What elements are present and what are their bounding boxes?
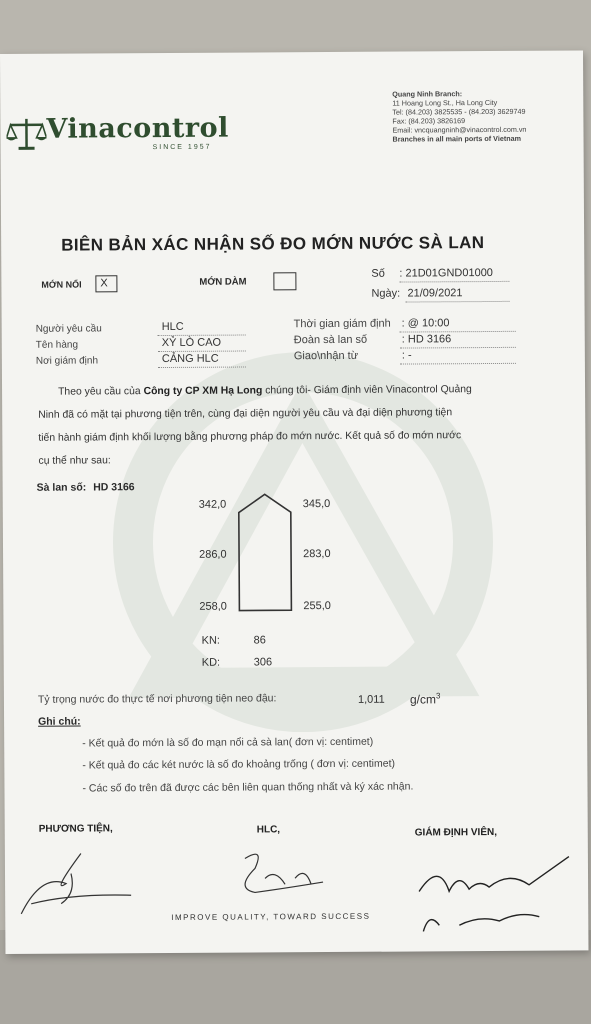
draft-left-mid: 286,0 [199,548,227,561]
note-item-2: - Kết quả đo các két nước là số đo khoảng trống ( đơn vị: centimet) [82,757,396,772]
intro-paragraph [38,378,472,473]
kd-value: 306 [253,656,273,669]
document-title: BIÊN BẢN XÁC NHẬN SỐ ĐO MỚN NƯỚC SÀ LAN [61,233,485,255]
note-item-3: - Các số đo trên đã được các bên liên quan thống nhất và ký xác nhận. [82,780,414,795]
delivery-label: Giao\nhận từ [293,349,359,363]
notes-title: Ghi chú: [38,715,81,728]
barge-diagram [235,492,296,612]
survey-time-value: : @ 10:00 [401,317,450,330]
mon-noi-mark: X [100,277,108,290]
doc-number-label: Số [371,267,385,280]
branch-name: Quang Ninh Branch: [392,89,463,99]
survey-time-label: Thời gian giám định [293,317,391,331]
signature-surveyor-icon [409,850,580,941]
kn-value: 86 [253,634,266,647]
barge-label [37,481,135,494]
branch-ports: Branches in all main ports of Vietnam [392,133,522,144]
density-unit-text: g/cm [409,692,437,707]
draft-left-aft: 258,0 [199,600,227,613]
barge-group-value: : HD 3166 [401,333,452,346]
place-value: CẢNG HLC [161,352,219,366]
requester-value: HLC [161,320,184,334]
para-line-1-post: chúng tôi- Giám định viên Vinacontrol Quảng [265,384,472,397]
survey-time-line [400,331,516,333]
goods-value: XỶ LÒ CAO [161,336,222,350]
kd-label: KD: [201,656,221,669]
mon-dam-label: MỚN DÀM [199,276,247,288]
doc-date-line [406,301,510,303]
doc-number-line [399,281,509,283]
signature-hlc-heading: HLC, [256,824,281,836]
mon-noi-label: MỚN NỔI [41,279,82,290]
kn-label: KN: [201,634,220,647]
mon-dam-checkbox [273,272,296,290]
branch-info [392,89,526,144]
doc-date-label: Ngày: [371,287,401,300]
requester-label: Người yêu cầu [35,323,102,335]
document-paper [0,50,588,954]
draft-left-fore: 342,0 [198,498,227,511]
para-line-2: Ninh đã có mặt tại phương tiện trên, cùng đại diện người yêu cầu và đại diện phương tiện [38,407,453,421]
footer-slogan: IMPROVE QUALITY, TOWARD SUCCESS [171,911,371,922]
goods-label: Tên hàng [35,339,79,351]
barge-number: HD 3166 [93,481,135,494]
para-line-3: tiến hành giám định khối lượng bằng phương pháp đo mớn nước. Kết quả số đo mớn nước [38,430,462,444]
delivery-value: : - [401,349,412,362]
branch-email: Email: vncquangninh@vinacontrol.com.vn [392,124,527,135]
draft-right-aft: 255,0 [303,599,331,613]
barge-label-text: Sà lan số: [36,481,87,494]
para-line-4: cụ thể như sau: [38,455,111,467]
doc-date-value: 21/09/2021 [407,287,463,300]
barge-group-label: Đoàn sà lan số [293,333,368,347]
branch-address: 11 Hoang Long St., Ha Long City [392,97,498,108]
note-item-1: - Kết quả đo mớn là số đo mạn nổi cả sà lan( đơn vị: centimet) [82,735,374,750]
place-label: Nơi giám định [35,355,99,367]
barge-group-line [400,347,516,349]
company-logo-text: Vinacontrol [46,112,229,145]
signature-surveyor-heading: GIÁM ĐỊNH VIÊN, [414,826,498,839]
logo-since: SINCE 1957 [152,143,212,152]
company-name: Công ty CP XM Hạ Long [143,385,263,398]
draft-right-fore: 345,0 [302,497,331,511]
scales-logo-icon [6,116,46,152]
draft-right-mid: 283,0 [303,547,331,561]
branch-tel: Tel: (84.203) 3825535 - (84.203) 3629749 [392,106,526,117]
para-line-1 [38,378,472,404]
signature-vessel-icon [11,843,141,924]
density-unit-sup: 3 [435,691,441,701]
branch-fax: Fax: (84.203) 3826169 [392,116,466,126]
para-line-1-pre: Theo yêu cầu của [58,386,141,398]
signature-hlc-icon [225,848,335,909]
signature-vessel-heading: PHƯƠNG TIỆN, [38,823,113,835]
density-value: 1,011 [357,693,385,706]
density-label: Tỷ trọng nước đo thực tế nơi phương tiện neo đậu: [37,692,277,706]
density-unit [410,691,441,706]
doc-number-value: : 21D01GND01000 [399,266,493,280]
